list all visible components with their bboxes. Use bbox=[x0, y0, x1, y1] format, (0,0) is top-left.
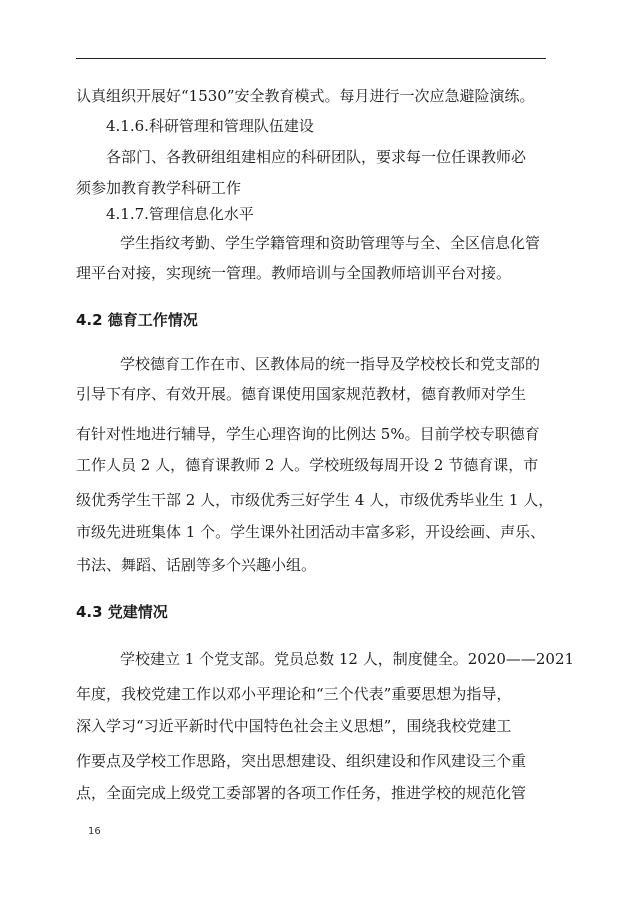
section-4-2-line: 有针对性地进行辅导，学生心理咨询的比例达 5%。目前学校专职德育 bbox=[76, 425, 540, 443]
section-4-2-line: 市级先进班集体 1 个。学生课外社团活动丰富多彩，开设绘画、声乐、 bbox=[76, 523, 546, 541]
intro-line: 认真组织开展好“1530”安全教育模式。每月进行一次应急避险演练。 bbox=[76, 87, 535, 105]
page-number: 16 bbox=[88, 826, 101, 837]
section-4-3-line: 深入学习“习近平新时代中国特色社会主义思想”，围绕我校党建工 bbox=[76, 717, 512, 735]
section-4-2-line: 引导下有序、有效开展。德育课使用国家规范教材，德育教师对学生 bbox=[76, 385, 527, 403]
section-4-1-6-line: 各部门、各教研组组建相应的科研团队，要求每一位任课教师必 bbox=[106, 148, 527, 166]
section-4-3-heading: 4.3 党建情况 bbox=[76, 603, 168, 621]
section-4-2-line: 书法、舞蹈、话剧等多个兴趣小组。 bbox=[76, 556, 317, 574]
header-rule bbox=[76, 58, 546, 59]
section-4-1-6-line: 须参加教育教学科研工作 bbox=[76, 179, 242, 197]
section-4-3-line: 作要点及学校工作思路，突出思想建设、组织建设和作风建设三个重 bbox=[76, 752, 527, 770]
section-4-1-7-line: 学生指纹考勤、学生学籍管理和资助管理等与全、全区信息化管 bbox=[120, 234, 541, 252]
section-4-2-line: 学校德育工作在市、区教体局的统一指导及学校校长和党支部的 bbox=[120, 355, 541, 373]
section-4-2-line: 工作人员 2 人，德育课教师 2 人。学校班级每周开设 2 节德育课，市 bbox=[76, 456, 539, 474]
section-4-1-7-title: 4.1.7.管理信息化水平 bbox=[106, 205, 254, 223]
section-4-3-line: 年度，我校党建工作以邓小平理论和“三个代表”重要思想为指导， bbox=[76, 685, 512, 703]
section-4-1-6-title: 4.1.6.科研管理和管理队伍建设 bbox=[106, 117, 314, 135]
section-4-2-heading: 4.2 德育工作情况 bbox=[76, 311, 198, 329]
section-4-2-line: 级优秀学生干部 2 人，市级优秀三好学生 4 人，市级优秀毕业生 1 人， bbox=[76, 491, 554, 509]
section-4-3-line: 学校建立 1 个党支部。党员总数 12 人，制度健全。2020——2021 bbox=[120, 650, 575, 668]
section-4-3-line: 点，全面完成上级党工委部署的各项工作任务，推进学校的规范化管 bbox=[76, 784, 527, 802]
section-4-1-7-line: 理平台对接，实现统一管理。教师培训与全国教师培训平台对接。 bbox=[76, 264, 512, 282]
